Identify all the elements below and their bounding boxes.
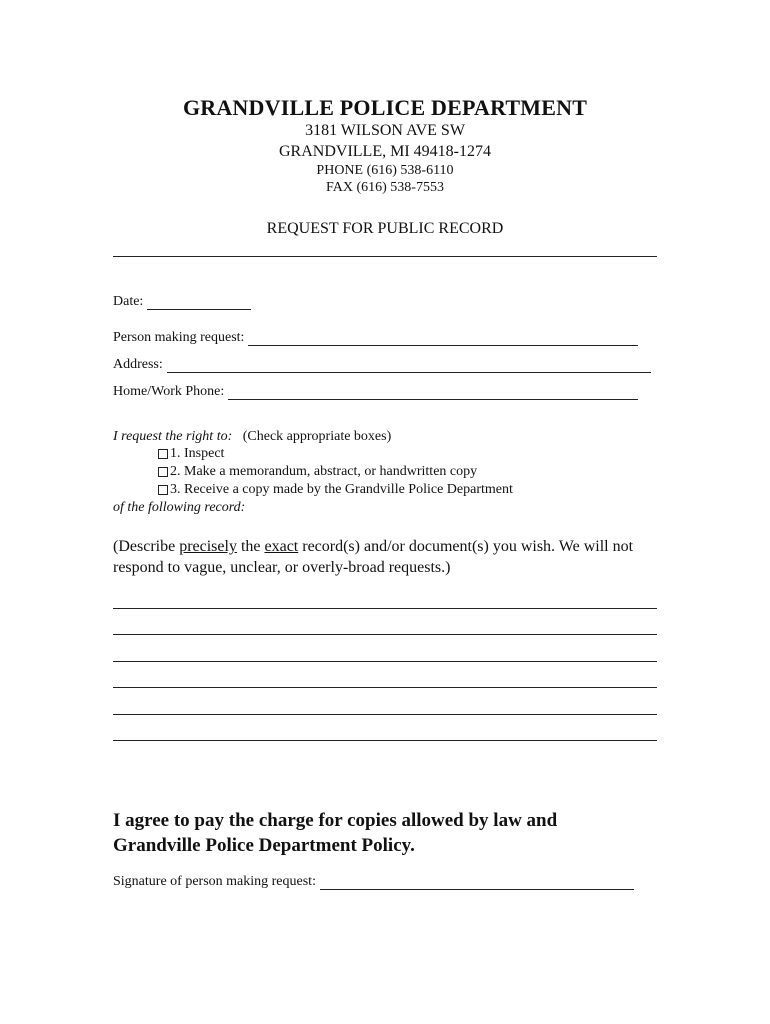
form-title: REQUEST FOR PUBLIC RECORD <box>266 220 504 237</box>
request-intro-note: (Check appropriate boxes) <box>242 429 392 444</box>
desc-part1: (Describe <box>113 538 180 555</box>
title-divider <box>113 256 657 257</box>
request-intro <box>113 429 391 445</box>
option-inspect[interactable] <box>158 446 224 462</box>
desc-part2: the <box>236 538 265 555</box>
signature-field <box>113 874 634 890</box>
agreement-statement <box>113 808 673 858</box>
signature-label: Signature of person making request: <box>113 874 316 889</box>
request-intro-italic: I request the right to: <box>113 429 233 444</box>
person-input[interactable] <box>248 333 638 346</box>
request-outro: of the following record: <box>113 500 246 515</box>
checkbox-memorandum[interactable] <box>158 467 168 477</box>
phone-input[interactable] <box>228 387 638 400</box>
phone-label: Home/Work Phone: <box>113 384 225 399</box>
description-instructions <box>113 536 673 578</box>
checkbox-copy[interactable] <box>158 485 168 495</box>
description-line-5[interactable] <box>113 714 657 715</box>
address-field <box>113 357 651 373</box>
option-memorandum[interactable] <box>158 464 477 480</box>
fax-number: FAX (616) 538-7553 <box>326 180 444 195</box>
description-line-3[interactable] <box>113 661 657 662</box>
address-input[interactable] <box>167 360 651 373</box>
agreement-line-2: Grandville Police Department Policy. <box>113 835 415 856</box>
street-address: 3181 WILSON AVE SW <box>305 122 465 139</box>
person-label: Person making request: <box>113 330 245 345</box>
date-field <box>113 294 251 310</box>
option-inspect-label: 1. Inspect <box>170 446 225 461</box>
date-input[interactable] <box>147 297 251 310</box>
desc-precisely: precisely <box>179 538 237 555</box>
date-label: Date: <box>113 294 144 309</box>
description-line-2[interactable] <box>113 634 657 635</box>
desc-part3: record(s) and/or document(s) you wish. We will not respond to vague, unclear, or overly-broad requests.) <box>113 538 634 576</box>
phone-field <box>113 384 638 400</box>
address-label: Address: <box>113 357 163 372</box>
phone-number: PHONE (616) 538-6110 <box>316 163 454 178</box>
city-state-zip: GRANDVILLE, MI 49418-1274 <box>279 143 491 160</box>
department-name: GRANDVILLE POLICE DEPARTMENT <box>182 95 588 120</box>
signature-input[interactable] <box>320 877 634 890</box>
option-memorandum-label: 2. Make a memorandum, abstract, or handwritten copy <box>170 464 478 479</box>
description-line-6[interactable] <box>113 740 657 741</box>
description-line-1[interactable] <box>113 608 657 609</box>
person-field <box>113 330 638 346</box>
checkbox-inspect[interactable] <box>158 449 168 459</box>
description-line-4[interactable] <box>113 687 657 688</box>
desc-exact: exact <box>264 538 299 555</box>
agreement-line-1: I agree to pay the charge for copies allowed by law and <box>113 810 558 831</box>
option-copy[interactable] <box>158 482 513 498</box>
option-copy-label: 3. Receive a copy made by the Grandville Police Department <box>170 482 513 497</box>
